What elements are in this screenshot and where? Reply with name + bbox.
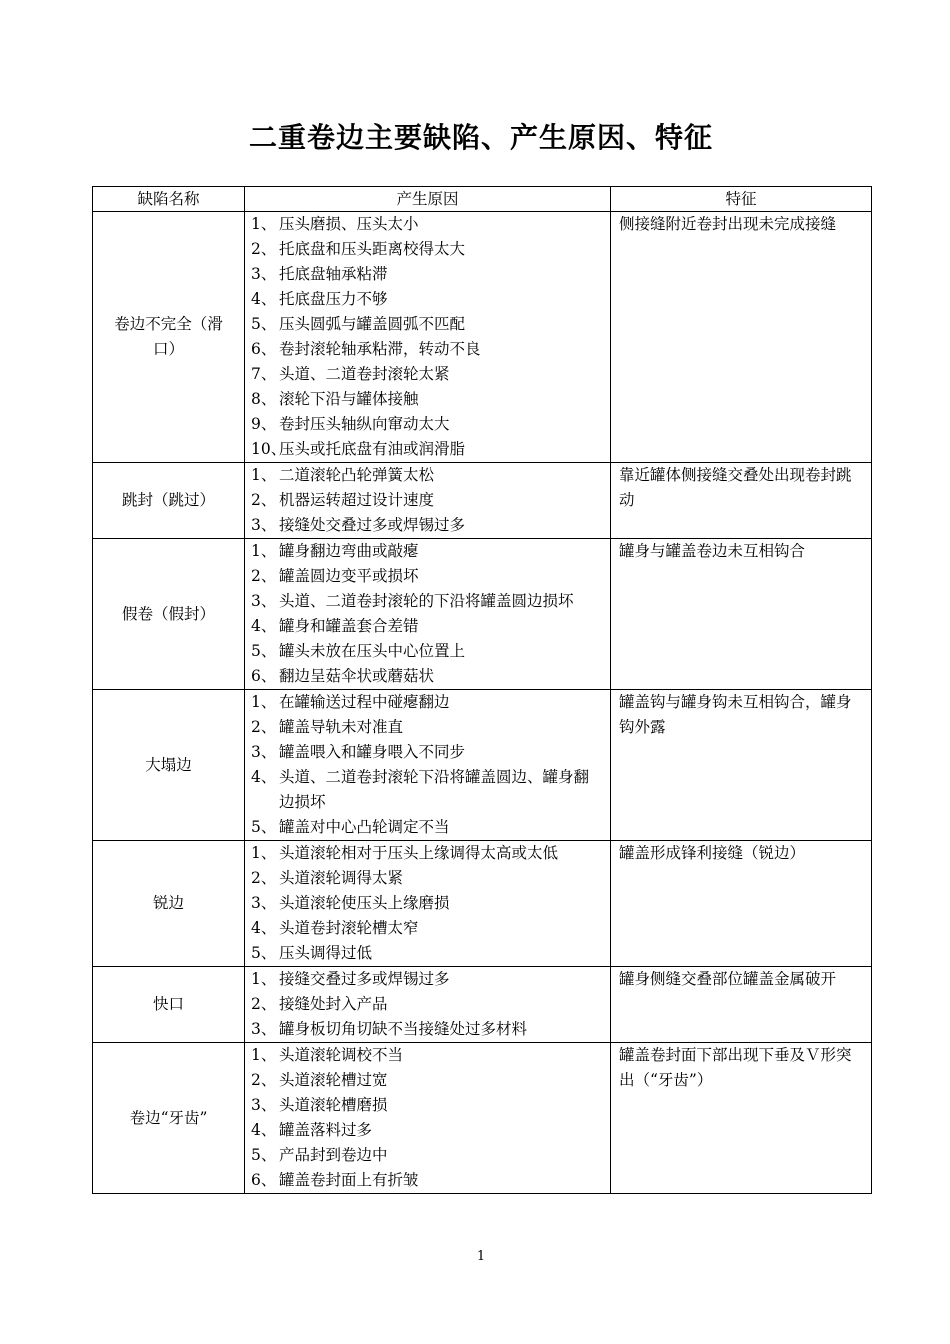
cause-item [251, 564, 604, 589]
cause-number: 6、 [251, 667, 277, 685]
cause-item [251, 1017, 604, 1042]
cause-item [251, 1143, 604, 1168]
cause-text: 接缝交叠过多或焊锡过多 [279, 970, 450, 988]
defect-name-cell: 快口 [93, 967, 245, 1043]
cause-item [251, 866, 604, 891]
cause-number: 3、 [251, 743, 277, 761]
table-body [93, 212, 872, 1194]
cause-item [251, 992, 604, 1017]
cause-text: 接缝处封入产品 [279, 995, 388, 1013]
cause-number: 5、 [251, 642, 277, 660]
cause-text: 托底盘压力不够 [279, 290, 388, 308]
cause-number: 3、 [251, 592, 277, 610]
cause-number: 1、 [251, 693, 277, 711]
cause-text: 罐盖喂入和罐身喂入不同步 [279, 743, 466, 761]
cause-cell [245, 841, 611, 967]
cause-number: 1、 [251, 215, 277, 233]
cause-text: 头道滚轮使压头上缘磨损 [279, 894, 450, 912]
cause-number: 3、 [251, 894, 277, 912]
cause-item [251, 941, 604, 966]
feature-cell: 罐盖卷封面下部出现下垂及Ｖ形突出（“牙齿”） [611, 1043, 872, 1194]
table-row [93, 841, 872, 967]
cause-item [251, 841, 604, 866]
page-title: 二重卷边主要缺陷、产生原因、特征 [248, 121, 713, 154]
cause-text: 机器运转超过设计速度 [279, 491, 435, 509]
cause-number: 4、 [251, 290, 277, 308]
cause-number: 7、 [251, 365, 277, 383]
cause-text: 罐盖导轨未对准直 [279, 718, 404, 736]
cause-item [251, 740, 604, 765]
cause-number: 4、 [251, 919, 277, 937]
cause-cell [245, 690, 611, 841]
cause-text: 头道、二道卷封滚轮太紧 [279, 365, 450, 383]
table-row [93, 463, 872, 539]
cause-text: 罐盖圆边变平或损坏 [279, 567, 419, 585]
cause-item [251, 237, 604, 262]
cause-number: 1、 [251, 542, 277, 560]
defect-name-cell: 卷边“牙齿” [93, 1043, 245, 1194]
cause-item [251, 387, 604, 412]
cause-item [251, 690, 604, 715]
cause-text: 压头磨损、压头太小 [279, 215, 419, 233]
cause-text: 头道滚轮调校不当 [279, 1046, 404, 1064]
cause-item [251, 337, 604, 362]
cause-item [251, 614, 604, 639]
cause-text: 头道、二道卷封滚轮下沿将罐盖圆边、罐身翻边损坏 [279, 768, 590, 811]
cause-text: 罐盖对中心凸轮调定不当 [279, 818, 450, 836]
cause-item [251, 664, 604, 689]
cause-number: 4、 [251, 1121, 277, 1139]
cause-number: 3、 [251, 1096, 277, 1114]
cause-text: 压头圆弧与罐盖圆弧不匹配 [279, 315, 466, 333]
cause-number: 5、 [251, 944, 277, 962]
cause-cell [245, 539, 611, 690]
cause-number: 2、 [251, 995, 277, 1013]
cause-item [251, 287, 604, 312]
cause-item [251, 513, 604, 538]
cause-number: 5、 [251, 1146, 277, 1164]
cause-item [251, 488, 604, 513]
cause-item [251, 312, 604, 337]
cause-text: 头道滚轮相对于压头上缘调得太高或太低 [279, 844, 559, 862]
header-feature: 特征 [611, 187, 872, 212]
cause-text: 头道、二道卷封滚轮的下沿将罐盖圆边损坏 [279, 592, 574, 610]
cause-item [251, 262, 604, 287]
feature-cell: 罐盖形成锋利接缝（锐边） [611, 841, 872, 967]
cause-number: 4、 [251, 768, 277, 786]
cause-item [251, 1068, 604, 1093]
feature-cell: 靠近罐体侧接缝交叠处出现卷封跳动 [611, 463, 872, 539]
cause-text: 罐身翻边弯曲或敲瘪 [279, 542, 419, 560]
cause-number: 6、 [251, 340, 277, 358]
cause-text: 罐盖卷封面上有折皱 [279, 1171, 419, 1189]
cause-item [251, 589, 604, 614]
table-row [93, 690, 872, 841]
cause-number: 10、 [251, 440, 287, 458]
cause-text: 卷封压头轴纵向窜动太大 [279, 415, 450, 433]
cause-number: 1、 [251, 466, 277, 484]
feature-cell: 罐身与罐盖卷边未互相钩合 [611, 539, 872, 690]
cause-number: 2、 [251, 240, 277, 258]
cause-cell [245, 212, 611, 463]
cause-item [251, 815, 604, 840]
cause-number: 1、 [251, 1046, 277, 1064]
cause-text: 产品封到卷边中 [279, 1146, 388, 1164]
cause-text: 托底盘轴承粘滞 [279, 265, 388, 283]
cause-text: 头道滚轮调得太紧 [279, 869, 404, 887]
table-row [93, 967, 872, 1043]
defect-name-cell: 假卷（假封） [93, 539, 245, 690]
cause-number: 1、 [251, 844, 277, 862]
table-row [93, 212, 872, 463]
page-number: 1 [476, 1249, 486, 1264]
cause-number: 3、 [251, 516, 277, 534]
defect-name-cell: 卷边不完全（滑口） [93, 212, 245, 463]
feature-cell: 罐身侧缝交叠部位罐盖金属破开 [611, 967, 872, 1043]
cause-number: 2、 [251, 718, 277, 736]
feature-cell: 罐盖钩与罐身钩未互相钩合，罐身钩外露 [611, 690, 872, 841]
cause-number: 2、 [251, 567, 277, 585]
cause-item [251, 967, 604, 992]
cause-text: 头道滚轮槽过宽 [279, 1071, 388, 1089]
cause-text: 罐盖落料过多 [279, 1121, 373, 1139]
table-header-row [93, 187, 872, 212]
cause-item [251, 639, 604, 664]
defect-table [92, 186, 872, 1194]
cause-text: 罐头未放在压头中心位置上 [279, 642, 466, 660]
cause-item [251, 765, 604, 815]
cause-item [251, 1168, 604, 1193]
cause-number: 5、 [251, 315, 277, 333]
cause-item [251, 1043, 604, 1068]
cause-text: 接缝处交叠过多或焊锡过多 [279, 516, 466, 534]
cause-number: 9、 [251, 415, 277, 433]
cause-number: 3、 [251, 265, 277, 283]
cause-text: 翻边呈菇伞状或蘑菇状 [279, 667, 435, 685]
feature-cell: 侧接缝附近卷封出现未完成接缝 [611, 212, 872, 463]
cause-cell [245, 463, 611, 539]
cause-number: 5、 [251, 818, 277, 836]
cause-number: 2、 [251, 491, 277, 509]
cause-number: 2、 [251, 869, 277, 887]
header-defect-name: 缺陷名称 [93, 187, 245, 212]
cause-text: 二道滚轮凸轮弹簧太松 [279, 466, 435, 484]
cause-text: 滚轮下沿与罐体接触 [279, 390, 419, 408]
cause-item [251, 437, 604, 462]
cause-number: 8、 [251, 390, 277, 408]
cause-number: 2、 [251, 1071, 277, 1089]
cause-text: 托底盘和压头距离校得太大 [279, 240, 466, 258]
cause-item [251, 1093, 604, 1118]
header-cause: 产生原因 [245, 187, 611, 212]
cause-text: 卷封滚轮轴承粘滞，转动不良 [279, 340, 481, 358]
cause-number: 6、 [251, 1171, 277, 1189]
cause-text: 头道卷封滚轮槽太窄 [279, 919, 419, 937]
cause-text: 在罐输送过程中碰瘪翻边 [279, 693, 450, 711]
defect-name-cell: 锐边 [93, 841, 245, 967]
cause-text: 罐身和罐盖套合差错 [279, 617, 419, 635]
cause-cell [245, 967, 611, 1043]
cause-item [251, 715, 604, 740]
cause-number: 4、 [251, 617, 277, 635]
cause-cell [245, 1043, 611, 1194]
cause-item [251, 539, 604, 564]
cause-text: 罐身板切角切缺不当接缝处过多材料 [279, 1020, 528, 1038]
cause-item [251, 212, 604, 237]
cause-item [251, 463, 604, 488]
defect-name-cell: 大塌边 [93, 690, 245, 841]
cause-item [251, 412, 604, 437]
table-row [93, 539, 872, 690]
cause-item [251, 362, 604, 387]
cause-text: 压头调得过低 [279, 944, 373, 962]
table-row [93, 1043, 872, 1194]
cause-item [251, 1118, 604, 1143]
cause-number: 3、 [251, 1020, 277, 1038]
cause-text: 压头或托底盘有油或润滑脂 [279, 440, 466, 458]
defect-name-cell: 跳封（跳过） [93, 463, 245, 539]
cause-item [251, 916, 604, 941]
cause-number: 1、 [251, 970, 277, 988]
cause-text: 头道滚轮槽磨损 [279, 1096, 388, 1114]
cause-item [251, 891, 604, 916]
